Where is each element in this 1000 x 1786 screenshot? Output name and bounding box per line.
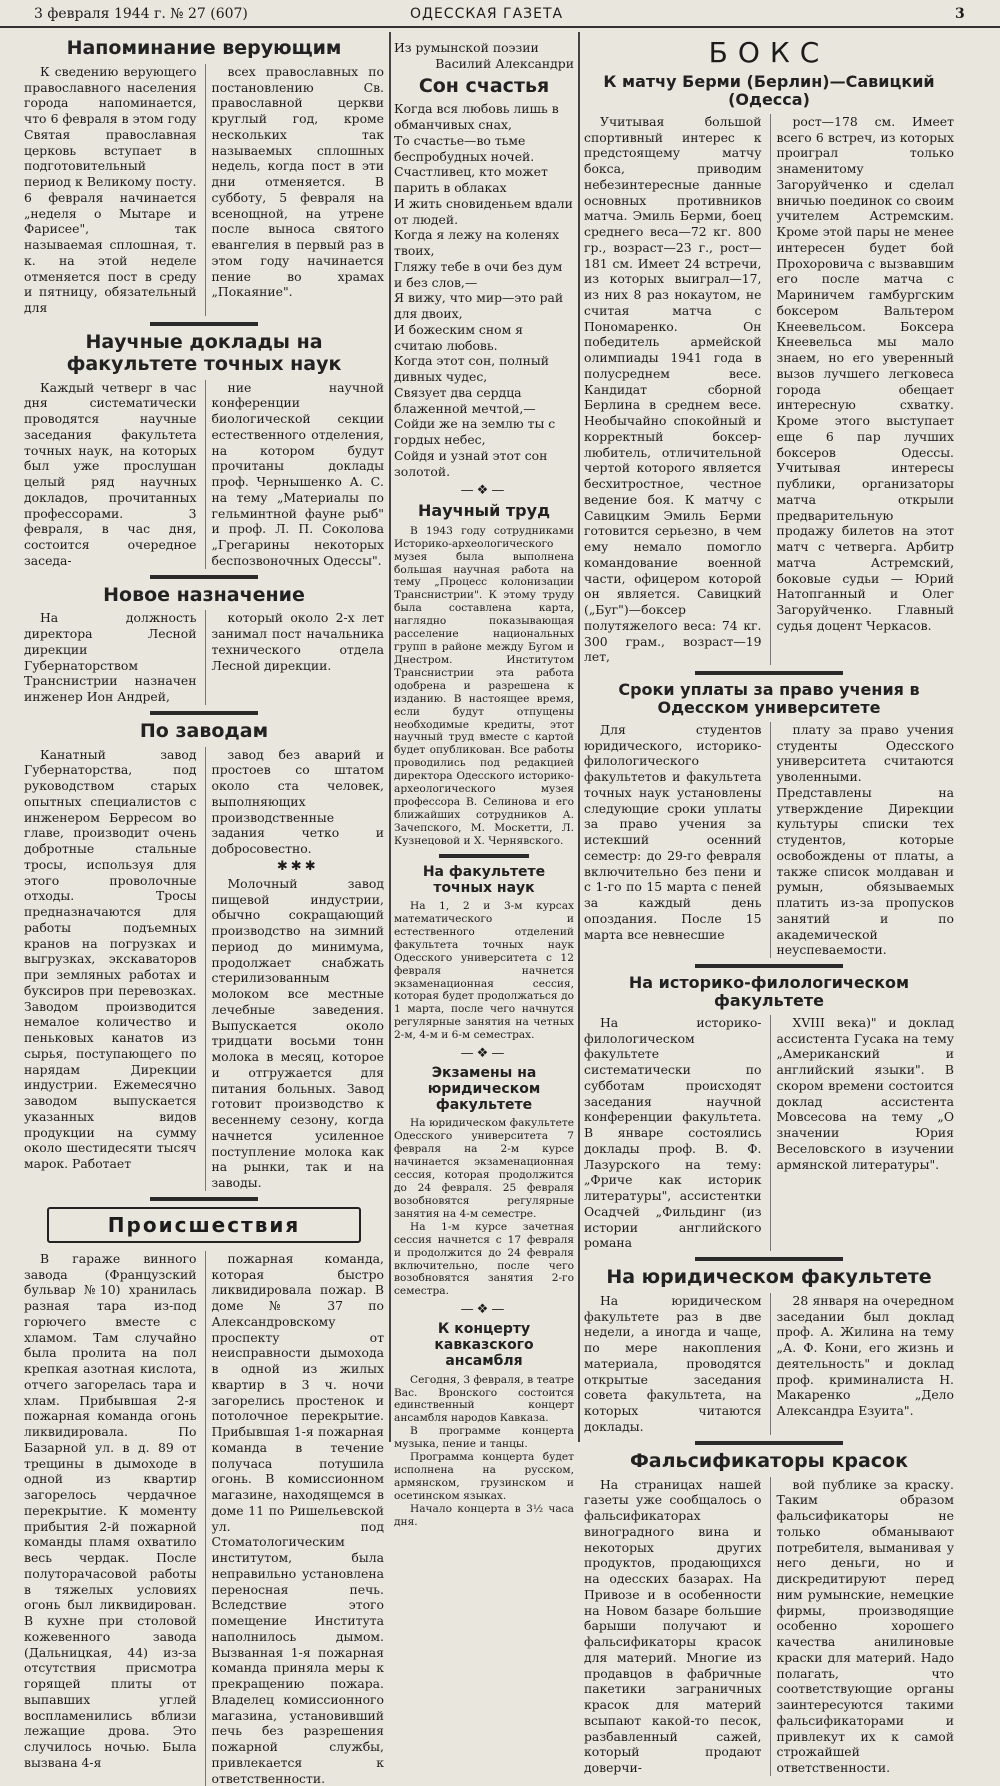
article-falsifikatory (584, 1451, 954, 1776)
article-ekzameny (394, 1065, 574, 1298)
poem-line: Гляжу тебе в очи без дум и без слов,— (394, 258, 563, 290)
divider (150, 575, 258, 579)
article-text: На 1, 2 и 3-м курсах математического и естественного отделений факультета точных наук Одесского университета с 12 февраля начнется экзаменационная сессия, которая будет продолжаться до 1 марта, после чего начнутся регулярные занятия на четных 2-м, 4-м и 6-м семестрах. (394, 899, 574, 1042)
poem-line: То счастье—во тьме беспробудных ночей. (394, 132, 535, 164)
poem-son-schastya (394, 40, 574, 479)
article-title: На историко-филологическом факультете (628, 973, 910, 1011)
poem-line: Сойди же на землю ты с гордых небес, (394, 416, 556, 448)
column-right (584, 36, 954, 1776)
ornament-icon: —❖— (460, 1302, 508, 1318)
poem-line: Я вижу, что мир—это рай для двоих, (394, 290, 564, 322)
article-title: Сроки уплаты за право учения в Одесском университете (618, 680, 920, 718)
divider (695, 1257, 843, 1261)
ornament-icon: —❖— (460, 1046, 508, 1062)
poem-line: Связует два сердца блаженной мечтой,— (394, 384, 536, 416)
poem-line: Счастливец, кто может парить в облаках (394, 164, 548, 196)
ornament-icon: —❖— (460, 483, 508, 499)
article-koncert (394, 1321, 574, 1528)
article-text: ние научной конференции биологической секции естественного отделения, на котором будут прочитаны доклады проф. Чернышенко А. С. на тему „Материалы по гельминтной фауне рыб" и проф. Л. П. Соколова „Грегарины некоторых беспозвоночных Одессы". (211, 379, 384, 568)
article-title: К концерту кавказского ансамбля (434, 1321, 534, 1370)
article-istfil (584, 974, 954, 1251)
article-text: Начало концерта в 3½ часа дня. (394, 1502, 574, 1528)
divider (150, 322, 258, 326)
article-novoe-naznachenie (24, 585, 384, 705)
article-title: Научные доклады на факультете точных наук (66, 330, 342, 375)
article-text: вой публике за краску. Таким образом фальсификаторы не только обманывают потребителя, выманивая у него деньги, но и дискредитируют перед ним румынские, немецкие фирмы, производящие особенно хорошего качества анилиновые краски для материй. Надо полагать, что соответствующие органы заинтересуются такими фальсификаторами и привлекут их к самой строжайшей ответственности. (776, 1476, 954, 1776)
article-boks (584, 36, 954, 665)
article-nauchnyi-trud (394, 502, 574, 847)
article-title: Научный труд (418, 501, 550, 521)
article-title: Фальсификаторы красок (629, 1449, 909, 1472)
divider (439, 854, 529, 858)
article-proisshestviya (24, 1207, 384, 1786)
column-middle (394, 40, 574, 1528)
poem-line: Когда я лежу на коленях твоих, (394, 227, 560, 259)
poem-line: И божеским сном я считаю любовь. (394, 321, 523, 353)
article-text: Каждый четверг в час дня систематически проводятся научные заседания факультета точных наук, на которых был уже прослушан целый ряд научных докладов, прочитанных профессорами. 3 февраля, в час дня, состоится очередное заседа- (24, 379, 197, 568)
article-text: В гараже винного завода (Французский бульвар №10) хранилась разная тара из-под горючего вместе с хламом. Там случайно была пролита на пол крепкая азотная кислота, отчего загорелась тара и хлам. Прибывшая 2-я пожарная команда огонь ликвидировала. По Базарной ул. в д. 89 от трещины в дымоходе в одной из квартир загорелось чердачное перекрытие. К моменту прибытия 2-й пожарной команды пламя охватило весь чердак. После полуторачасовой работы в тяжелых условиях огонь был ликвидирован. В кухне при столовой кожевенного завода (Дальницкая, 44) из-за отсутствия присмотра горящей плиты от выпавших углей воспламенились вблизи лежащие дрова. Это случилось ночью. Была вызвана 4-я (24, 1250, 197, 1770)
article-text: На юридическом факультете раз в две недели, а иногда и чаще, по мере накопления материала, проводятся открытые заседания совета факультета, на которых читаются доклады. (584, 1292, 762, 1434)
column-divider (578, 32, 580, 1442)
poem-line: Когда этот сон, полный дивных чудес, (394, 353, 550, 385)
article-yurfak (584, 1267, 954, 1435)
article-text: Канатный завод Губернаторства, под руководством старых опытных специалистов с инженером Берресом во главе, производит очень добротные стальные тросы, используя для этого проволочные отходы. Тросы предназначаются для работы подъемных кранов на погрузках и выгрузках, экскаваторов при земляных работах и буксиров при перевозках. Заводом производится немалое количество и пеньковых канатов из сырья, поступающего по нарядам Дирекции индустрии. Ежемесячно заводом выпускается указанных видов продукции на сумму около шестидесяти тысяч марок. Работает (24, 746, 197, 1172)
article-text: На юридическом факультете Одесского университета 7 февраля на 2-м курсе начинается экзаменационная сессия, которая продолжится до 24 февраля. 25 февраля возобновятся регулярные занятия на 4-м семестре. (394, 1117, 574, 1220)
ornament-icon: ✱✱✱ (276, 858, 319, 874)
poem-author: Василий Александри (435, 55, 574, 71)
article-text: Программа концерта будет исполнена на русском, армянском, грузинском и осетинском языках. (394, 1451, 574, 1502)
section-label: БОКС (708, 36, 830, 69)
article-text: В программе концерта музыка, пение и танцы. (394, 1425, 574, 1451)
column-divider (389, 32, 391, 1442)
article-text: Сегодня, 3 февраля, в театре Вас. Вронского состоится единственный концерт ансамбля народов Кавказа. (394, 1373, 574, 1425)
article-text: На должность директора Лесной дирекции Губернаторством Транснистрии назначен инженер Ион Андрей, (24, 610, 197, 705)
article-po-zavodam (24, 721, 384, 1191)
article-text: плату за право учения студенты Одесского университета считаются уволенными. Представлены на утверждение Дирекции культуры списки тех студентов, которые освобождены от платы, а также список молдаван и румын, обязываемых платить из-за пропусков занятий и по академической неуспеваемости. (776, 721, 954, 958)
article-text: который около 2-х лет занимал пост начальника технического отдела Лесной дирекции. (211, 610, 384, 673)
poem-line: И жить сновиденьем вдали от людей. (394, 195, 573, 227)
issue-date: 3 февраля 1944 г. № 27 (607) (34, 6, 248, 22)
divider (150, 1197, 258, 1201)
article-veruyushchim (24, 38, 384, 316)
article-text: На страницах нашей газеты уже сообщалось о фальсификаторах виноградного вина и некоторых других продуктов, продающихся на одесских базарах. На Привозе и в особенности на Новом базаре большие барыши получают и фальсификаторы красок для материй. Многие из продавцов в фабричные пакетики заграничных красок для материй всыпают какой-то песок, разбавленный сажей, который продают доверчи- (584, 1476, 762, 1776)
article-text: пожарная команда, которая быстро ликвидировала пожар. В доме № 37 по Александровскому проспекту от неисправности дымохода в одной из жилых квартир в 3 ч. ночи загорелись простенок и потолочное перекрытие. Прибывшая 1-я пожарная команда в течение получаса потушила огонь. В комиссионном магазине, находящемся в доме 11 по Ришельевской ул. под Стоматологическим институтом, была неправильно установлена переносная печь. Вследствие этого помещение Института наполнилось дымом. Вызванная 1-я пожарная команда приняла меры к прекращению пожара. Владелец комиссионного магазина, установивший печь без разрешения пожарной службы, привлекается к ответственности. (211, 1250, 384, 1786)
article-fakultet-tochnyh (394, 864, 574, 1042)
page-number: 3 (955, 6, 965, 22)
article-text: Молочный завод пищевой индустрии, обычно сокращающий производство на зимний период до минимума, продолжает снабжать стерилизованным молоком все местные лечебные заведения. Выпускается около тридцати восьми тонн молока в месяц, которое и отгружается для питания больных. Завод готовит производство к весеннему сезону, когда начнется усиленное поступление молока как на рынки, так и на заводы. (211, 875, 384, 1191)
divider (150, 711, 258, 715)
divider (695, 1441, 843, 1445)
article-text: Для студентов юридического, историко-филологического факультетов и факультета точных наук установлены следующие сроки уплаты за право учения за истекший осенний семестр: до 29-го февраля включительно без пени и с 1-го по 15 марта с пеней за каждый день опоздания. После 15 марта все невнесшие (584, 721, 762, 942)
article-nauchnye-doklady (24, 332, 384, 569)
poem-kicker: Из румынской поэзии (394, 40, 539, 55)
section-title-frame: Происшествия (47, 1207, 361, 1243)
divider (695, 964, 843, 968)
divider (695, 671, 843, 675)
poem-title: Сон счастья (418, 74, 550, 97)
article-text: завод без аварий и простоев со штатом около ста человек, выполняющих производственные задания четко и добросовестно. (211, 746, 384, 857)
page-header (0, 0, 1000, 28)
article-text: В 1943 году сотрудниками Историко-археологического музея была выполнена большая научная работа на тему „Процесс колонизации Транснистрии". К этому труду была составлена карта, наглядно показывающая расселение национальных групп в районе между Бугом и Днестром. Институтом Транснистрии эта работа одобрена и разрешена к изданию. В настоящее время, если будут отпущены необходимые кредиты, этот научный труд вместе с картой будет опубликован. Все работы проводились под редакцией директора Одесского историко-археологического музея профессора В. Селинова и его ближайших сотрудников А. Зачепского, М. Москетти, Л. Кузнецовой и Х. Чернявского. (394, 524, 574, 847)
article-title: На юридическом факультете (606, 1266, 932, 1289)
article-text: рост—178 см. Имеет всего 6 встреч, из которых проиграл только знаменитому Загоруйченко и сделал вничью поединок со своим учителем Астремским. Кроме этой пары не менее интересен будет бой Прохоровича с вызвавшим его после матча с Мариничем гамбургским боксером Вальтером Кнеевельсом. Боксера Кнеевельса мы мало знаем, но его уверенный вызов лучшего легковеса города обещает интересную схватку. Кроме этого выступает еще 6 пар лучших боксеров Одессы. Учитывая интересы публики, организаторы матча открыли предварительную продажу билетов на этот матч с четверга. Арбитр матча Астремский, боковые судьи — Юрий Натопганный и Олег Загоруйченко. Главный судья доцент Черкасов. (776, 113, 954, 633)
article-text: На историко-филологическом факультете систематически по субботам происходят заседания научной конференции факультета. В январе состоялись доклады проф. В. Ф. Лазурского на тему: „Фриче как историк литературы", ассистентки Осадчей „Фильдинг (из истории английского романа (584, 1014, 762, 1251)
article-text: Учитывая большой спортивный интерес к предстоящему матчу бокса, приводим небезинтересные данные основных противников матча. Эмиль Берми, боец среднего веса—72 кг. 800 гр., возраст—23 г., рост—181 см. Имеет 24 встречи, из которых выиграл—17, из них 8 раз нокаутом, не считая матча с Пономаренко. Он победитель армейской олимпиады 1941 года в полусреднем весе. Кандидат сборной Берлина в среднем весе. Необычайно спокойный и корректный боксер-любитель, отличительной чертой которого является бесхитростное, честное ведение боя. К матчу с Савицким Эмиль Берми готовится серьезно, в чем ему немало помогло командование военной части, офицером которой он является. Савицкий („Буг")—боксер полутяжелого веса: 74 кг. 300 грам., возраст—19 лет, (584, 113, 762, 665)
article-title: По заводам (139, 719, 269, 742)
article-text: всех православных по постановлению Св. православной церкви круглый год, кроме нескольких так называемых сплошных недель, когда пост в эти дни отменяется. В субботу, 5 февраля на всенощной, на утрене после выноса святого евангелия в первый раз в этом году начинается пение во храмах „Покаяние". (211, 63, 384, 300)
article-title: Экзамены на юридическом факультете (427, 1065, 541, 1114)
article-sroki-uplaty (584, 681, 954, 958)
article-title: Напоминание верующим (66, 37, 342, 59)
article-title: Новое назначение (103, 583, 305, 606)
article-text: 28 января на очередном заседании был доклад проф. А. Жилина на тему „А. Ф. Кони, его жизнь и деятельность" и доклад проф. криминалиста Н. Макаренко „Дело Александра Езуита". (776, 1292, 954, 1419)
article-text: XVIII века)" и доклад ассистента Гусака на тему „Американский и английский языки". В скором времени состоится доклад ассистента Мовсесова на тему „О значении Юрия Веселовского в изучении армянской литературы". (776, 1014, 954, 1172)
article-text: К сведению верующего православного населения города напоминается, что 6 февраля в этом году Святая православная церковь вступает в подготовительный период к Великому посту. 6 февраля начинается „неделя о Мытаре и Фарисее", так называемая сплошная, т. к. на этой неделе отменяется пост в среду и пятницу, обязательный для (24, 63, 197, 316)
poem-line: Когда вся любовь лишь в обманчивых снах, (394, 101, 559, 133)
column-left (24, 34, 384, 1786)
poem-line: Сойдя и узнай этот сон золотой. (394, 447, 548, 479)
newspaper-title: ОДЕССКАЯ ГАЗЕТА (410, 6, 564, 22)
article-text: На 1-м курсе зачетная сессия начнется с 17 февраля и продолжится до 24 февраля включительно, после чего возобновятся занятия 2-го семестра. (394, 1220, 574, 1298)
article-title: К матчу Берми (Берлин)—Савицкий (Одесса) (603, 72, 935, 110)
article-title: На факультете точных наук (422, 863, 546, 896)
